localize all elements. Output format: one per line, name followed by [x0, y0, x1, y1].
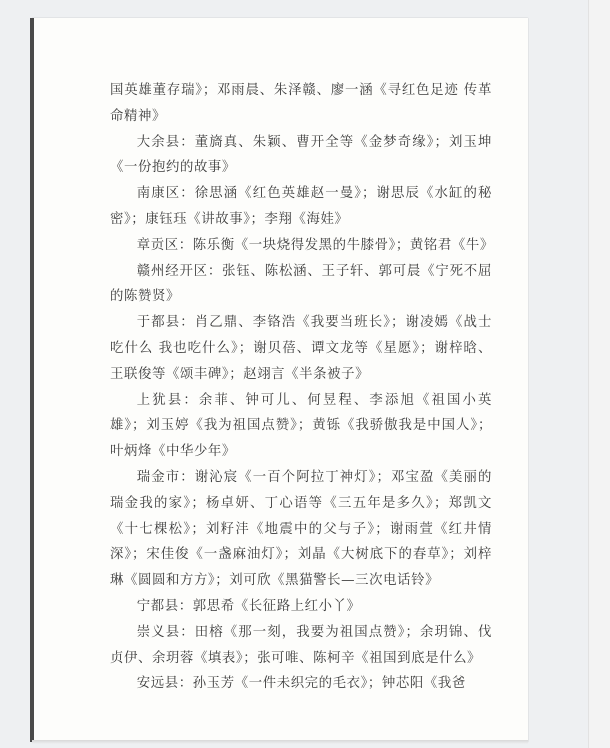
paragraph-1: 国英雄董存瑞》；邓雨晨、朱泽赣、廖一涵《寻红色足迹 传革命精神》 [110, 83, 492, 124]
paragraph-chongyi: 崇义县：田榕《那一刻，我要为祖国点赞》；余玥锦、伐贞伊、余玥蓉《填表》；张可唯、陈柯辛《祖国到底是什么》 [110, 624, 492, 666]
paragraph-ruijin: 瑞金市：谢沁宸《一百个阿拉丁神灯》；邓宝盈《美丽的瑞金我的家》；杨卓妍、丁心语等《三五年是多久》；郑凯文《十七棵松》；刘籽沣《地震中的父与子》；谢雨萱《红井情深》；宋佳俊《一盏麻油灯》；刘晶《大树底下的春草》；刘梓琳《圆圆和方方》；刘可欣《黑猫警长—三次电话铃》 [110, 469, 492, 589]
page-edge-shadow [30, 18, 34, 742]
paragraph-zhanggong: 章贡区：陈乐衡《一块烧得发黑的牛膝骨》；黄铭君《牛》 [136, 237, 494, 253]
paragraph-shangyou: 上犹县：余菲、钟可儿、何昱程、李添旭《祖国小英雄》；刘玉婷《我为祖国点赞》；黄铄《我骄傲我是中国人》；叶炳烽《中华少年》 [110, 392, 492, 460]
paragraph-anyuan: 安远县：孙玉芳《一件未织完的毛衣》；钟芯阳《我爸 [136, 676, 466, 692]
vertical-scrollbar[interactable] [588, 0, 610, 748]
paragraph-ningdu: 宁都县：郭思希《长征路上红小丫》 [136, 598, 361, 614]
page-bottom-shadow [32, 740, 528, 744]
paragraph-nankang: 南康区：徐思涵《红色英雄赵一曼》；谢思辰《水缸的秘密》；康钰珏《讲故事》；李翔《海娃》 [110, 186, 492, 227]
paragraph-yudu: 于都县：肖乙鼎、李铬浩《我要当班长》；谢凌嫣《战士吃什么 我也吃什么》；谢贝蓓、谭文龙等《星愿》；谢梓晗、王联俊等《颂丰碑》；赵翊言《半条被子》 [110, 315, 492, 382]
page-text [110, 78, 492, 697]
paragraph-dayu: 大余县：董旖真、朱颖、曹开全等《金梦奇缘》；刘玉坤《一份抱约的故事》 [110, 134, 492, 176]
document-page [32, 18, 528, 742]
paragraph-ganzhou-jingkai: 赣州经开区：张钰、陈松涵、王子轩、郭可晨《宁死不屈的陈赞贤》 [110, 263, 492, 305]
